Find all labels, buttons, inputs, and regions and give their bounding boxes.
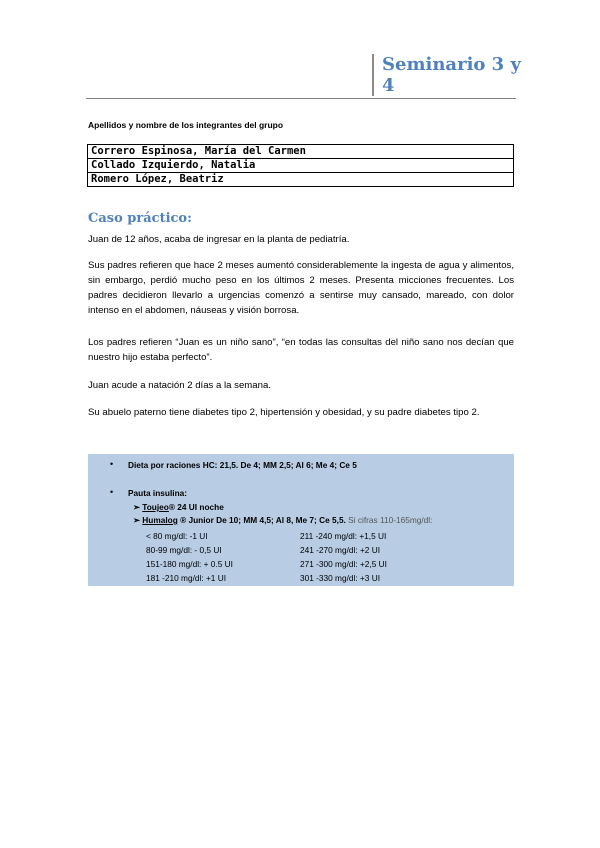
humalog-condition: Si cifras 110-165mg/dl:: [345, 515, 433, 525]
scale-item: 241 -270 mg/dl: +2 UI: [300, 545, 381, 555]
table-row: [88, 173, 514, 187]
treatment-box: [88, 454, 514, 586]
humalog-dose: ® Junior De 10; MM 4,5; Al 8, Me 7; Ce 5,5.: [177, 515, 346, 525]
arrow-icon: ➢: [133, 502, 143, 512]
case-paragraph: Juan acude a natación 2 días a la semana.: [88, 380, 271, 391]
case-paragraph: Los padres refieren “Juan es un niño sano”, “en todas las consultas del niño sano nos decían que nuestro hijo estaba perfecto”.: [88, 337, 514, 363]
table-row: [88, 159, 514, 173]
page-title: Seminario 3 y 4: [372, 54, 532, 96]
case-paragraph: Juan de 12 años, acaba de ingresar en la planta de pediatría.: [88, 234, 350, 245]
group-label: Apellidos y nombre de los integrantes del grupo: [88, 120, 284, 130]
bullet-icon: •: [110, 487, 114, 497]
member-name: Romero López, Beatriz: [88, 173, 514, 187]
case-paragraph: Sus padres refieren que hace 2 meses aumentó considerablemente la ingesta de agua y alimentos, sin embargo, perdió mucho peso en los últimos 2 meses. Presenta micciones frecuentes. Los padres decidieron llevarlo a urgencias comenzó a sentirse muy cansado, mareado, con dolor intenso en el abdomen, náuseas y visión borrosa.: [88, 260, 514, 316]
toujeo-name: Toujeo: [142, 502, 169, 512]
scale-item: 211 -240 mg/dl: +1,5 UI: [300, 531, 387, 541]
humalog-name: Humalog: [142, 515, 178, 525]
scale-item: 271 -300 mg/dl: +2,5 UI: [300, 559, 387, 569]
scale-item: < 80 mg/dl: -1 UI: [146, 531, 208, 541]
member-name: Correro Espinosa, María del Carmen: [88, 145, 514, 159]
header-divider: [86, 98, 516, 99]
arrow-icon: ➢: [133, 515, 143, 525]
toujeo-line: [133, 502, 224, 512]
humalog-line: [133, 515, 432, 525]
diet-line: Dieta por raciones HC: 21,5. De 4; MM 2,5; Al 6; Me 4; Ce 5: [128, 460, 357, 470]
member-name: Collado Izquierdo, Natalia: [88, 159, 514, 173]
toujeo-dose: ® 24 UI noche: [168, 502, 224, 512]
case-paragraph: Su abuelo paterno tiene diabetes tipo 2, hipertensión y obesidad, y su padre diabetes tipo 2.: [88, 407, 480, 418]
scale-item: 151-180 mg/dl: + 0.5 UI: [146, 559, 233, 569]
members-table: [87, 144, 514, 187]
bullet-icon: •: [110, 459, 114, 469]
scale-item: 181 -210 mg/dl: +1 UI: [146, 573, 227, 583]
insulin-heading: Pauta insulina:: [128, 488, 188, 498]
scale-item: 80-99 mg/dl: - 0,5 UI: [146, 545, 222, 555]
case-heading: Caso práctico:: [88, 211, 192, 226]
scale-item: 301 -330 mg/dl: +3 UI: [300, 573, 381, 583]
table-row: [88, 145, 514, 159]
